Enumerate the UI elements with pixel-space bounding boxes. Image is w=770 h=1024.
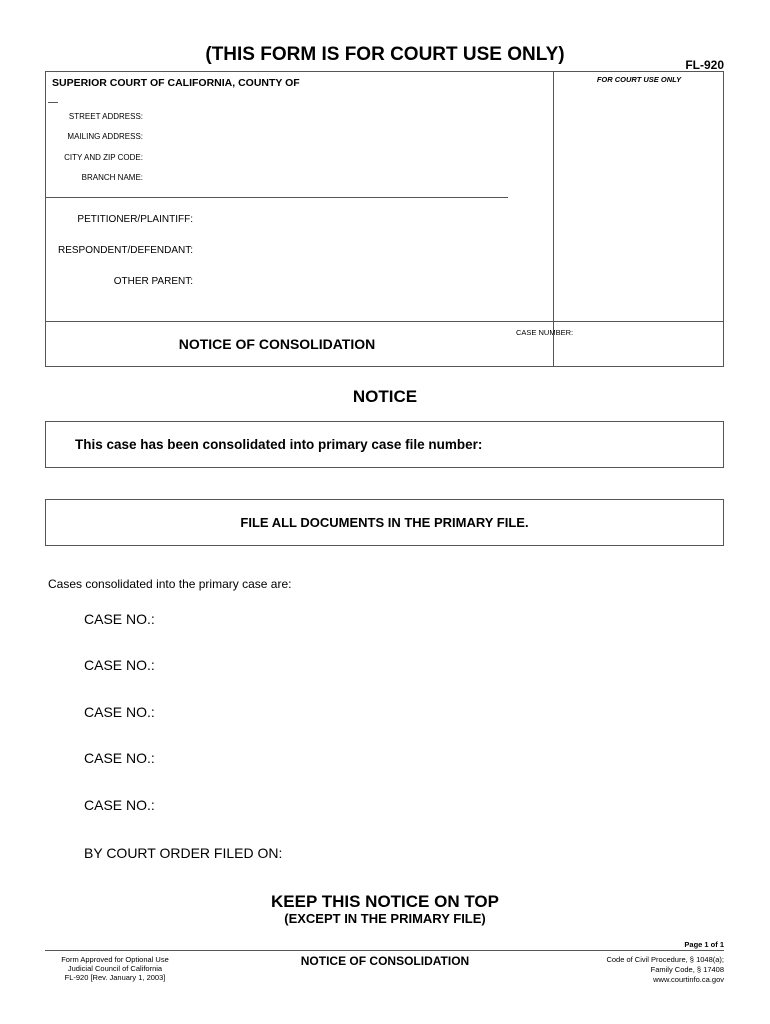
primary-case-box [45, 421, 724, 468]
footer-left-line-3: FL-920 [Rev. January 1, 2003] [64, 973, 166, 982]
consolidated-text: This case has been consolidated into primary case file number: [75, 437, 483, 452]
street-address-label: STREET ADDRESS: [68, 112, 143, 121]
case-no-line-2: CASE NO.: [84, 657, 155, 673]
city-zip-label: CITY AND ZIP CODE: [64, 153, 143, 162]
footer-left-line-2: Judicial Council of California [67, 964, 163, 973]
notice-heading: NOTICE [352, 387, 418, 406]
other-parent-label: OTHER PARENT: [113, 276, 193, 287]
page-number: Page 1 of 1 [684, 940, 724, 949]
form-title: NOTICE OF CONSOLIDATION [178, 336, 376, 352]
case-no-line-1: CASE NO.: [84, 611, 155, 627]
footer-right-line-1: Code of Civil Procedure, § 1048(a); [606, 955, 724, 964]
respondent-label: RESPONDENT/DEFENDANT: [57, 245, 193, 256]
case-no-line-4: CASE NO.: [84, 750, 155, 766]
branch-name-label: BRANCH NAME: [81, 173, 143, 182]
footer-form-title: NOTICE OF CONSOLIDATION [300, 954, 470, 968]
caption-divider-parties [46, 321, 723, 322]
mailing-address-label: MAILING ADDRESS: [67, 132, 143, 141]
caption-divider-court [46, 197, 508, 198]
case-number-label: CASE NUMBER: [516, 328, 574, 337]
court-order-line: BY COURT ORDER FILED ON: [84, 845, 283, 861]
footer-divider [45, 950, 724, 951]
form-id: FL-920 [685, 58, 724, 72]
footer-right-line-3: www.courtinfo.ca.gov [653, 975, 724, 984]
case-no-line-3: CASE NO.: [84, 704, 155, 720]
court-name-label: SUPERIOR COURT OF CALIFORNIA, COUNTY OF [52, 77, 300, 89]
footer-citations [524, 955, 724, 985]
caption-box [45, 71, 724, 367]
footer-right-line-2: Family Code, § 17408 [650, 965, 724, 974]
footer-left-line-1: Form Approved for Optional Use [61, 955, 169, 964]
file-all-text: FILE ALL DOCUMENTS IN THE PRIMARY FILE. [240, 515, 529, 530]
petitioner-label: PETITIONER/PLAINTIFF: [77, 214, 193, 225]
court-name-underline [48, 102, 58, 103]
keep-on-top-heading: KEEP THIS NOTICE ON TOP [271, 892, 499, 911]
case-no-line-5: CASE NO.: [84, 797, 155, 813]
form-header-title: (THIS FORM IS FOR COURT USE ONLY) [205, 44, 565, 65]
consolidated-intro: Cases consolidated into the primary case are: [48, 577, 292, 591]
file-all-box [45, 499, 724, 546]
court-use-only-label: FOR COURT USE ONLY [596, 75, 682, 84]
except-primary-subheading: (EXCEPT IN THE PRIMARY FILE) [284, 911, 486, 926]
